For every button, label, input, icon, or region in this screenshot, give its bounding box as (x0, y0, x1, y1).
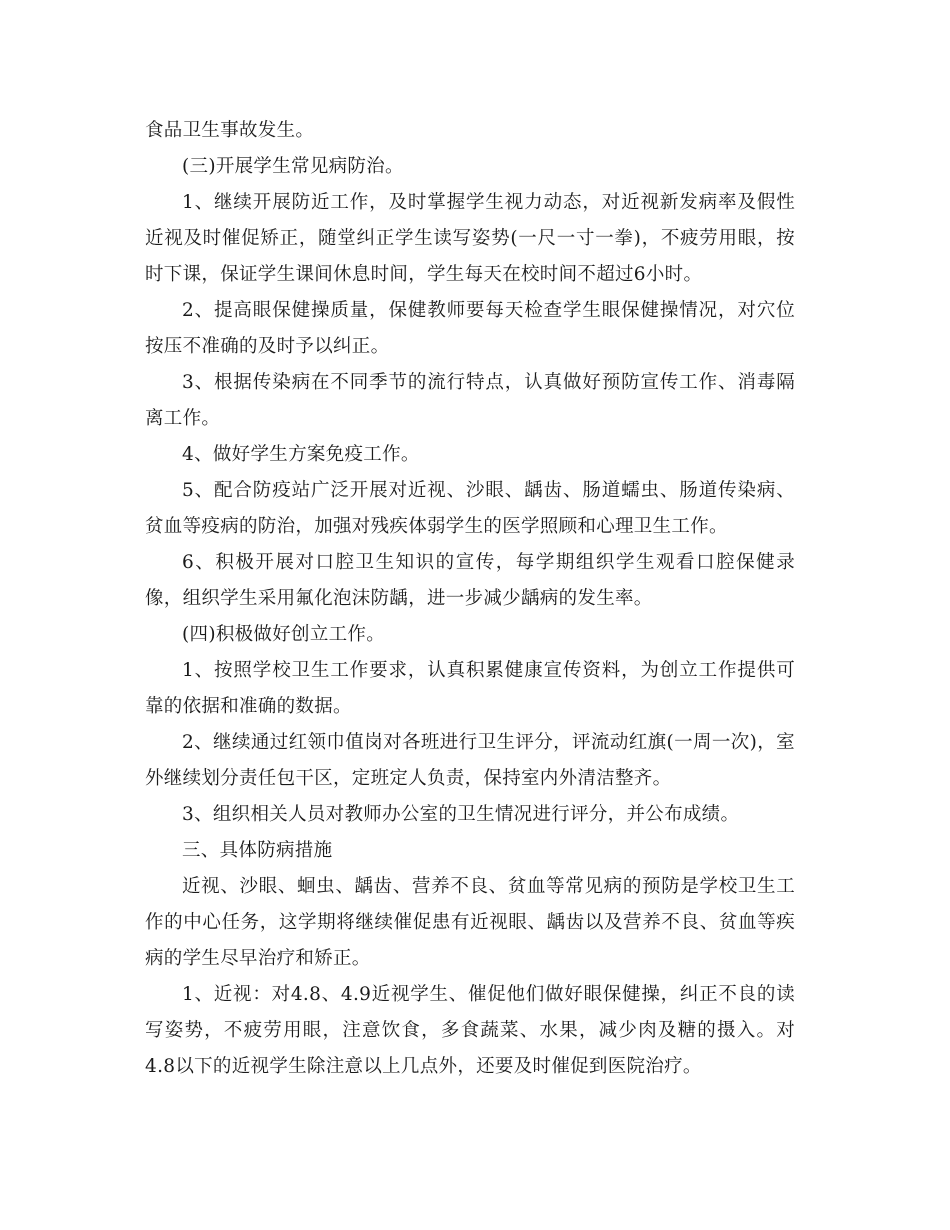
paragraph-7: 5、配合防疫站广泛开展对近视、沙眼、龋齿、肠道蠕虫、肠道传染病、贫血等疫病的防治，加强对残疾体弱学生的医学照顾和心理卫生工作。 (145, 480, 795, 537)
paragraph-12: 3、组织相关人员对教师办公室的卫生情况进行评分，并公布成绩。 (182, 804, 740, 825)
section-heading-measures: 三、具体防病措施 (182, 840, 333, 861)
paragraph-14: 近视、沙眼、蛔虫、龋齿、营养不良、贫血等常见病的预防是学校卫生工作的中心任务，这学期将继续催促患有近视眼、龋齿以及营养不良、贫血等疾病的学生尽早治疗和矫正。 (145, 876, 795, 969)
paragraph-6: 4、做好学生方案免疫工作。 (182, 444, 420, 465)
paragraph-5: 3、根据传染病在不同季节的流行特点，认真做好预防宣传工作、消毒隔离工作。 (145, 372, 795, 429)
paragraph-3: 1、继续开展防近工作，及时掌握学生视力动态，对近视新发病率及假性近视及时催促矫正，随堂纠正学生读写姿势(一尺一寸一拳)，不疲劳用眼，按时下课，保证学生课间休息时间，学生每天在校时间不超过6小时。 (145, 192, 795, 285)
section-heading-si: (四)积极做好创立工作。 (182, 624, 386, 645)
paragraph-8: 6、积极开展对口腔卫生知识的宣传，每学期组织学生观看口腔保健录像，组织学生采用氟化泡沫防龋，进一步减少龋病的发生率。 (145, 552, 795, 609)
paragraph-11: 2、继续通过红领巾值岗对各班进行卫生评分，评流动红旗(一周一次)，室外继续划分责任包干区，定班定人负责，保持室内外清洁整齐。 (145, 732, 795, 789)
paragraph-15: 1、近视：对4.8、4.9近视学生、催促他们做好眼保健操，纠正不良的读写姿势，不疲劳用眼，注意饮食，多食蔬菜、水果，减少肉及糖的摄入。对4.8以下的近视学生除注意以上几点外，还要及时催促到医院治疗。 (145, 984, 795, 1077)
paragraph-1: 食品卫生事故发生。 (145, 120, 315, 141)
paragraph-10: 1、按照学校卫生工作要求，认真积累健康宣传资料，为创立工作提供可靠的依据和准确的数据。 (145, 660, 795, 717)
document-body (145, 113, 795, 1085)
section-heading-san: (三)开展学生常见病防治。 (182, 156, 404, 177)
paragraph-4: 2、提高眼保健操质量，保健教师要每天检查学生眼保健操情况，对穴位按压不准确的及时予以纠正。 (145, 300, 795, 357)
